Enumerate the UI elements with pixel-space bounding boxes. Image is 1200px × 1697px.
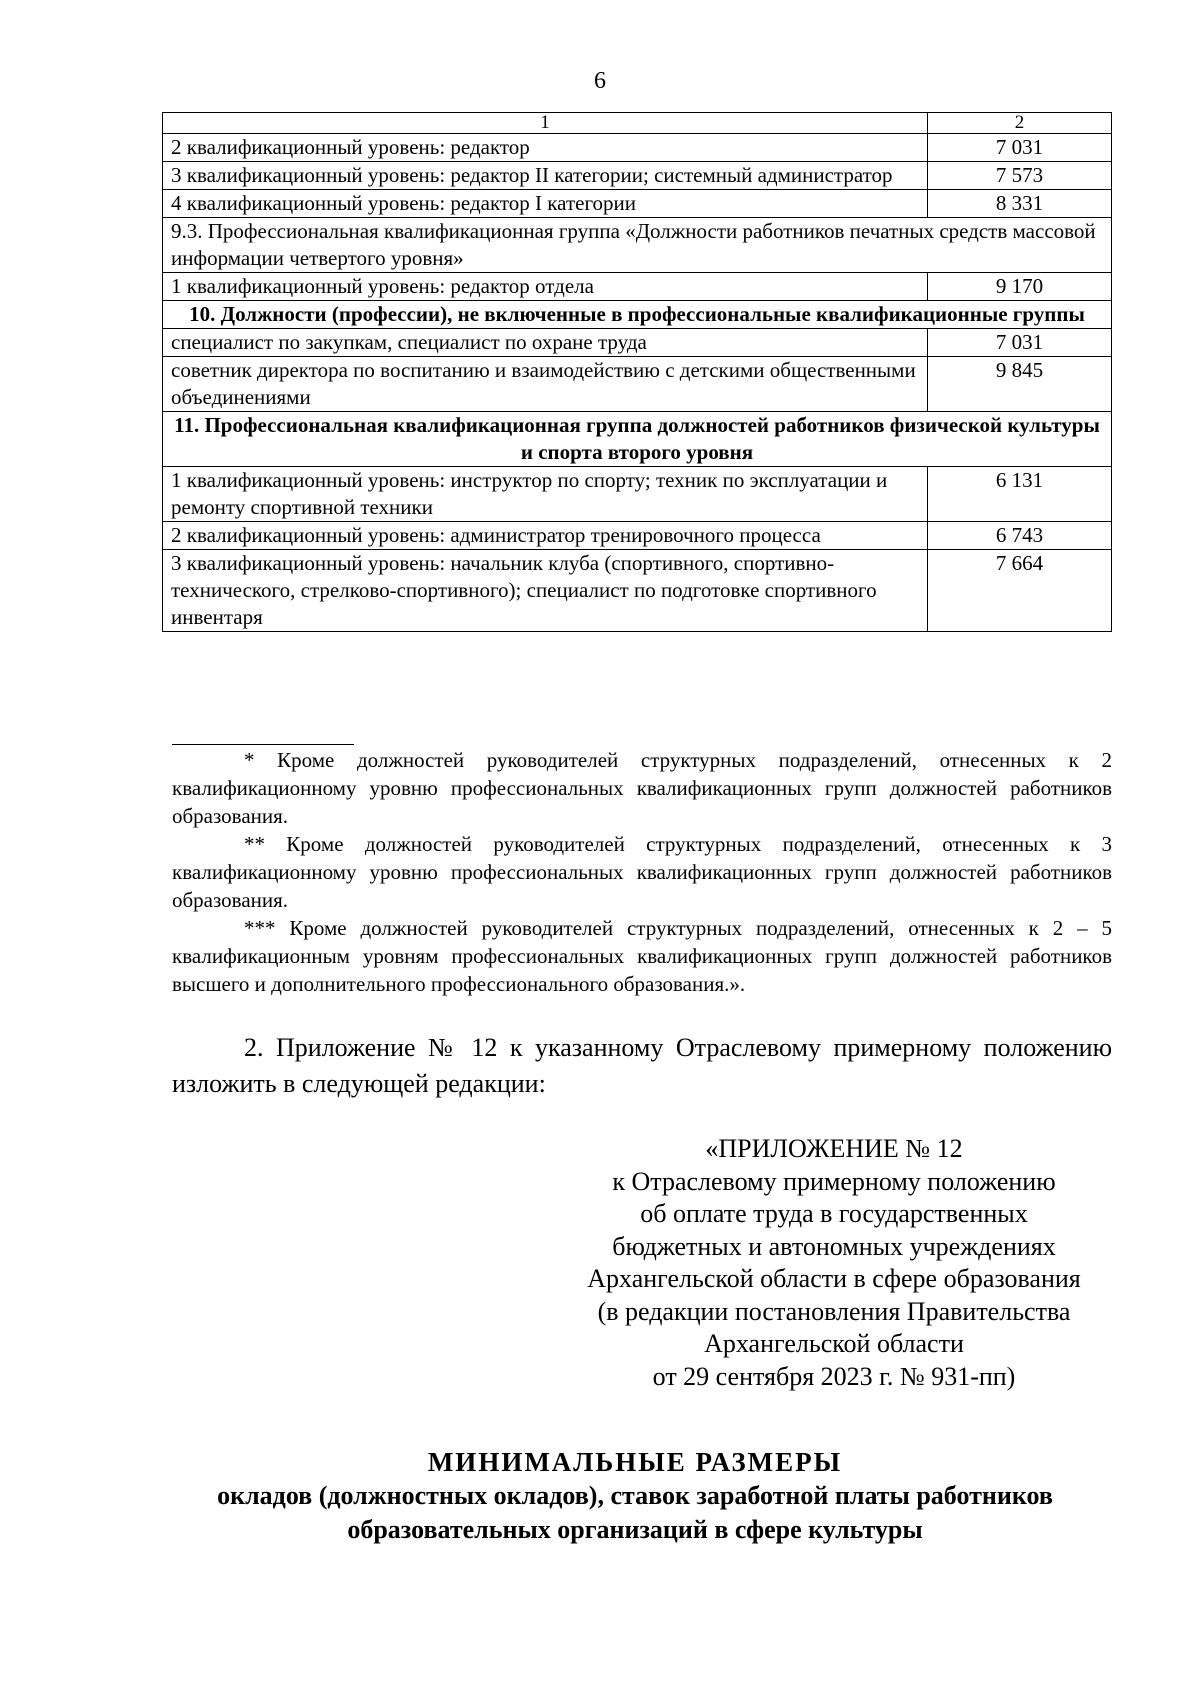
table-row — [163, 162, 1112, 190]
position-cell: 1 квалификационный уровень: инструктор по спорту; техник по эксплуатации и ремонту спортивной техники — [163, 467, 928, 522]
title-main: МИНИМАЛЬНЫЕ РАЗМЕРЫ — [427, 1447, 843, 1477]
appendix-line: (в редакции постановления Правительства — [597, 1296, 1071, 1326]
column-number-cell: 2 — [928, 113, 1112, 134]
document-title — [140, 1445, 1130, 1547]
position-cell: специалист по закупкам, специалист по охране труда — [163, 329, 928, 357]
table-row — [163, 134, 1112, 162]
footnote-1: * Кроме должностей руководителей структурных подразделений, отнесенных к 2 квалификационному уровню профессиональных квалификационных групп должностей работников образования. — [172, 748, 1112, 828]
salary-cell: 9 170 — [928, 273, 1112, 301]
footnotes — [172, 746, 1112, 998]
salary-cell: 6 131 — [928, 467, 1112, 522]
section-title: 10. Должности (профессии), не включенные в профессиональные квалификационные группы — [163, 301, 1112, 329]
position-cell: 2 квалификационный уровень: редактор — [163, 134, 928, 162]
table-row — [163, 550, 1112, 632]
salary-cell: 7 664 — [928, 550, 1112, 632]
salary-table — [162, 112, 1112, 632]
group-title: 9.3. Профессиональная квалификационная группа «Должности работников печатных средств массовой информации четвертого уровня» — [163, 218, 1112, 273]
table-row — [163, 522, 1112, 550]
table-row — [163, 329, 1112, 357]
table-header-row — [163, 113, 1112, 134]
title-subtitle-line: окладов (должностных окладов), ставок заработной платы работников — [217, 1481, 1053, 1510]
title-subtitle-line: образовательных организаций в сфере культуры — [347, 1515, 923, 1544]
section-title: 11. Профессиональная квалификационная группа должностей работников физической культуры и спорта второго уровня — [163, 412, 1112, 467]
salary-cell: 7 573 — [928, 162, 1112, 190]
position-cell: 2 квалификационный уровень: администратор тренировочного процесса — [163, 522, 928, 550]
appendix-line: к Отраслевому примерному положению — [612, 1166, 1056, 1196]
position-cell: 3 квалификационный уровень: начальник клуба (спортивного, спортивно-технического, стрелково-спортивного); специалист по подготовке спортивного инвентаря — [163, 550, 928, 632]
appendix-line: об оплате труда в государственных — [640, 1199, 1028, 1228]
appendix-line: Архангельской области в сфере образования — [587, 1264, 1081, 1293]
position-cell: советник директора по воспитанию и взаимодействию с детскими общественными объединениями — [163, 357, 928, 412]
paragraph-2: 2. Приложение № 12 к указанному Отраслевому примерному положению изложить в следующей редакции: — [172, 1033, 1112, 1098]
footnote-3: *** Кроме должностей руководителей структурных подразделений, отнесенных к 2 – 5 квалификационным уровням профессиональных квалификационных групп должностей работников высшего и дополнительного профессионального образования.». — [172, 916, 1112, 996]
appendix-line: бюджетных и автономных учреждениях — [612, 1231, 1056, 1261]
table-row — [163, 273, 1112, 301]
appendix-line: Архангельской области — [704, 1329, 964, 1358]
group-header-row — [163, 218, 1112, 273]
footnote-separator — [172, 744, 354, 745]
table-row — [163, 190, 1112, 218]
appendix-line: «ПРИЛОЖЕНИЕ № 12 — [705, 1134, 963, 1163]
appendix-header — [564, 1133, 1104, 1393]
section-header-row — [163, 301, 1112, 329]
salary-cell: 6 743 — [928, 522, 1112, 550]
appendix-line: от 29 сентября 2023 г. № 931-пп) — [652, 1361, 1016, 1391]
table-row — [163, 467, 1112, 522]
position-cell: 3 квалификационный уровень: редактор II категории; системный администратор — [163, 162, 928, 190]
salary-cell: 7 031 — [928, 329, 1112, 357]
page-number: 6 — [594, 68, 606, 94]
position-cell: 1 квалификационный уровень: редактор отдела — [163, 273, 928, 301]
salary-cell: 9 845 — [928, 357, 1112, 412]
salary-cell: 8 331 — [928, 190, 1112, 218]
footnote-2: ** Кроме должностей руководителей структурных подразделений, отнесенных к 3 квалификационному уровню профессиональных квалификационных групп должностей работников образования. — [172, 832, 1112, 912]
table-row — [163, 357, 1112, 412]
salary-cell: 7 031 — [928, 134, 1112, 162]
section-header-row — [163, 412, 1112, 467]
position-cell: 4 квалификационный уровень: редактор I категории — [163, 190, 928, 218]
column-number-cell: 1 — [163, 113, 928, 134]
